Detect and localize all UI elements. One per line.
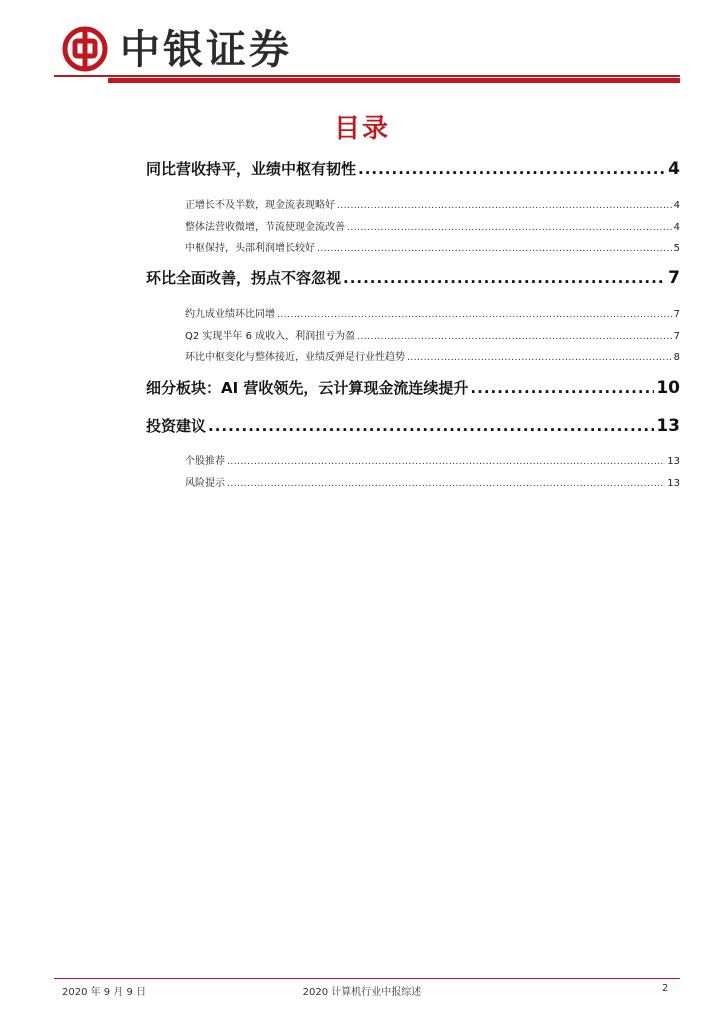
header-divider: [54, 75, 680, 77]
toc-entry[interactable]: [185, 327, 680, 342]
toc-entry-page: 13: [667, 456, 680, 467]
toc-entry-label: 环比全面改善，拐点不容忽视: [146, 269, 342, 287]
toc-entry-label: 个股推荐: [185, 456, 225, 467]
toc-entry-label: 中枢保持，头部利润增长较好: [185, 243, 315, 254]
toc-entry[interactable]: [146, 267, 680, 288]
footer-date: 2020 年 9 月 9 日: [62, 987, 147, 998]
toc-entry-label: 约九成业绩环比同增: [185, 309, 275, 320]
dot-leader: [277, 310, 672, 320]
toc-entry-label: 正增长不及半数，现金流表现略好: [185, 200, 335, 211]
footer-page-number: 2: [662, 983, 669, 994]
toc-entry-page: 5: [673, 243, 680, 254]
brand-name: 中银证券: [120, 26, 292, 73]
toc-entry-page: 7: [673, 309, 680, 320]
toc-entry-page: 13: [667, 478, 680, 489]
toc-entry-page: 7: [673, 331, 680, 342]
header-accent-bar: [108, 78, 680, 83]
dot-leader: [347, 223, 672, 233]
toc-title: 目录: [333, 114, 390, 144]
dot-leader: [343, 269, 666, 287]
toc-entry[interactable]: [185, 239, 680, 254]
toc-entry-label: 细分板块：AI 营收领先，云计算现金流连续提升: [146, 379, 469, 397]
toc-entry-page: 13: [656, 416, 680, 436]
toc-entry[interactable]: [185, 474, 680, 489]
toc-entry[interactable]: [185, 348, 680, 363]
bank-of-china-logo-icon: [62, 26, 108, 72]
toc-entry-label: 同比营收持平，业绩中枢有韧性: [146, 160, 357, 178]
dot-leader: [470, 379, 654, 397]
toc-entry-page: 10: [656, 378, 680, 398]
toc-entry[interactable]: [185, 196, 680, 211]
dot-leader: [358, 160, 666, 178]
toc-entry[interactable]: [185, 452, 680, 467]
toc-entry-page: 4: [668, 159, 680, 179]
dot-leader: [407, 353, 672, 363]
dot-leader: [317, 244, 672, 254]
toc-entry[interactable]: [146, 377, 680, 398]
dot-leader: [357, 332, 671, 342]
toc-entry[interactable]: [185, 305, 680, 320]
toc-entry-label: 环比中枢变化与整体接近，业绩反弹是行业性趋势: [185, 352, 405, 363]
toc-entry-page: 8: [673, 352, 680, 363]
dot-leader: [227, 457, 665, 467]
toc-entry[interactable]: [146, 158, 680, 179]
toc-entry-label: 投资建议: [146, 417, 207, 435]
footer-report-title: 2020 计算机行业中报综述: [302, 987, 422, 998]
dot-leader: [227, 479, 665, 489]
footer-divider: [54, 978, 680, 979]
dot-leader: [337, 201, 672, 211]
toc-entry-page: 7: [668, 268, 680, 288]
toc-entry-label: 风险提示: [185, 478, 225, 489]
toc-entry[interactable]: [146, 415, 680, 436]
toc-entry-label: 整体法营收微增，节流使现金流改善: [185, 222, 345, 233]
toc-entry[interactable]: [185, 218, 680, 233]
dot-leader: [208, 417, 654, 435]
toc-entry-page: 4: [673, 222, 680, 233]
toc-entry-label: Q2 实现半年 6 成收入，利润扭亏为盈: [185, 331, 356, 342]
toc-entry-page: 4: [673, 200, 680, 211]
